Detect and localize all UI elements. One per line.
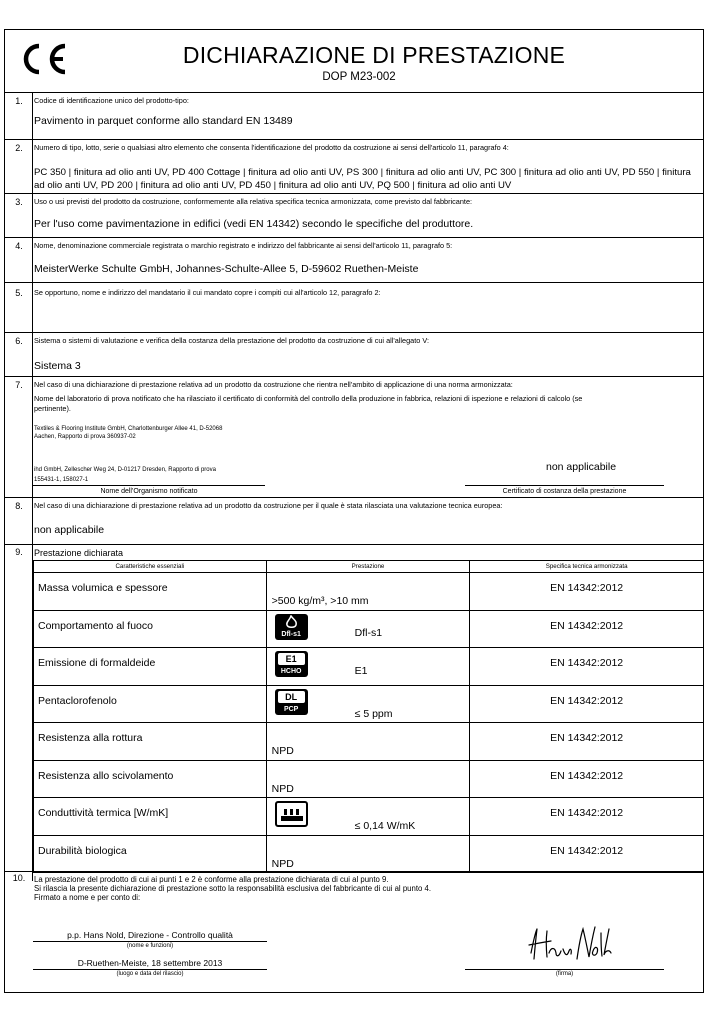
section-6-value: Sistema 3 [34, 360, 81, 372]
spec-cell: EN 14342:2012 [550, 694, 624, 707]
perf-cell: >500 kg/m³, >10 mm [271, 595, 369, 607]
section-7-label: Nel caso di una dichiarazione di prestazione relativa ad un prodotto da costruzione che rientra nell'ambito di applicazione di una norma armonizzata: [34, 380, 513, 389]
char-cell: Comportamento al fuoco [38, 619, 153, 632]
table-row [34, 610, 704, 648]
section-7-desc-line1: Nome del laboratorio di prova notificato che ha rilasciato il certificato di conformità del controllo della produzione in fabbrica, relazioni di ispezione e relazioni di calcolo (se [34, 394, 583, 403]
perf-cell: ≤ 5 ppm [354, 707, 393, 720]
section-2-value-line2: ad olio anti UV, PD 200 | finitura ad olio anti UV, PD 450 | finitura ad olio anti UV, PQ 500 | finitura ad olio anti UV [34, 180, 512, 191]
section-number: 3. [15, 197, 23, 207]
section-8-value: non applicabile [34, 524, 105, 536]
footer-line1: La prestazione del prodotto di cui ai punti 1 e 2 è conforme alla prestazione dichiarata di cui al punto 9. [34, 875, 389, 884]
dl-pcp-icon: DL PCP [275, 689, 308, 715]
page-title: DICHIARAZIONE DI PRESTAZIONE [182, 42, 566, 68]
section-number: 5. [15, 288, 23, 298]
table-row [34, 760, 704, 798]
signature [525, 923, 615, 967]
char-cell: Resistenza allo scivolamento [38, 769, 174, 782]
section-1-value: Pavimento in parquet conforme allo standard EN 13489 [34, 115, 293, 127]
footer-line3: Firmato a nome e per conto di: [34, 893, 141, 902]
place-date: D-Ruethen-Meiste, 18 settembre 2013 [77, 958, 223, 968]
e1-hcho-icon: E1 HCHO [275, 651, 308, 677]
section-9-label: Prestazione dichiarata [34, 548, 124, 558]
section-1-label: Codice di identificazione unico del prodotto-tipo: [34, 96, 189, 105]
footer-line2: Si rilascia la presente dichiarazione di prestazione sotto la responsabilità esclusiva del fabbricante di cui al punto 4. [34, 884, 432, 893]
section-3-label: Uso o usi previsti del prodotto da costruzione, conformemente alla relativa specifica tecnica armonizzata, come previsto dal fabbricante: [34, 197, 473, 206]
section-5-label: Se opportuno, nome e indirizzo del mandatario il cui mandato copre i compiti cui all'articolo 12, paragrafo 2: [34, 288, 381, 297]
lab-2-line1: ihd GmbH, Zellescher Weg 24, D-01217 Dresden, Rapporto di prova [34, 467, 216, 473]
lab-2-line2: 155431-1, 158027-1 [34, 477, 89, 483]
lab-1-line2: Aachen, Rapporto di prova 360937-02 [34, 434, 136, 440]
section-number: 9. [15, 547, 23, 557]
section-3-value: Per l'uso come pavimentazione in edifici (vedi EN 14342) secondo le specifiche del produttore. [34, 218, 474, 230]
table-row [34, 648, 704, 686]
section-8-label: Nel caso di una dichiarazione di prestazione relativa ad un prodotto da costruzione per il quale è stata rilasciata una valutazione tecnica europea: [34, 501, 503, 510]
section-4-value: MeisterWerke Schulte GmbH, Johannes-Schulte-Allee 5, D-59602 Ruethen-Meiste [34, 263, 419, 275]
section-number: 7. [15, 380, 23, 390]
section-number: 2. [15, 143, 23, 153]
char-cell: Emissione di formaldeide [38, 657, 156, 669]
perf-cell: ≤ 0,14 W/mK [354, 820, 416, 832]
spec-cell: EN 14342:2012 [550, 582, 624, 594]
perf-cell: Dfl-s1 [354, 626, 383, 639]
char-cell: Resistenza alla rottura [38, 732, 143, 744]
section-4-label: Nome, denominazione commerciale registrata o marchio registrato e indirizzo del fabbricante ai sensi dell'articolo 11, paragrafo 5: [34, 241, 453, 250]
perf-cell: NPD [271, 745, 294, 757]
perf-cell: E1 [354, 665, 368, 677]
perf-cell: NPD [271, 857, 294, 870]
header-performance: Prestazione [266, 561, 470, 573]
table-row [34, 573, 704, 611]
char-cell: Conduttività termica [W/mK] [38, 807, 169, 819]
spec-cell: EN 14342:2012 [550, 619, 624, 632]
dop-number: DOP M23-002 [322, 71, 396, 83]
section-number: 8. [15, 501, 23, 511]
spec-cell: EN 14342:2012 [550, 807, 624, 819]
caption-notified-body: Nome dell'Organismo notificato [100, 488, 198, 495]
section-number: 4. [15, 241, 23, 251]
section-2-label: Numero di tipo, lotto, serie o qualsiasi altro elemento che consenta l'identificazione del prodotto da costruzione ai sensi dell'articolo 11, paragrafo 4: [34, 143, 509, 152]
declaration-page [4, 29, 704, 993]
table-row [34, 685, 704, 723]
place-date-caption: (luogo e data del rilascio) [116, 971, 184, 977]
performance-table [33, 560, 704, 873]
section-7-desc-line2: pertinente). [34, 404, 71, 413]
table-row [34, 798, 704, 836]
section-number: 6. [15, 336, 23, 346]
char-cell: Durabilità biologica [38, 844, 127, 857]
heating-icon [275, 801, 308, 827]
section-number: 10. [12, 873, 26, 883]
table-header-row [34, 561, 704, 573]
fire-icon: Dfl-s1 [275, 614, 308, 640]
section-6-label: Sistema o sistemi di valutazione e verifica della costanza della prestazione del prodotto da costruzione di cui all'allegato V: [34, 336, 429, 345]
signer-name: p.p. Hans Nold, Direzione - Controllo qualità [67, 930, 233, 940]
char-cell: Massa volumica e spessore [38, 582, 168, 594]
signature-caption: (firma) [555, 971, 574, 977]
signer-caption: (nome e funzioni) [126, 943, 174, 949]
spec-cell: EN 14342:2012 [550, 732, 624, 744]
spec-cell: EN 14342:2012 [550, 769, 624, 782]
lab-1-line1: Textiles & Flooring Institute GmbH, Charlottenburger Allee 41, D-52068 [34, 426, 223, 432]
header-spec: Specifica tecnica armonizzata [470, 561, 704, 573]
char-cell: Pentaclorofenolo [38, 694, 117, 707]
spec-cell: EN 14342:2012 [550, 657, 624, 669]
table-row [34, 835, 704, 873]
table-row [34, 723, 704, 761]
spec-cell: EN 14342:2012 [550, 844, 624, 857]
certificate-value: non applicabile [546, 461, 617, 473]
section-number: 1. [15, 96, 23, 106]
header-characteristics: Caratteristiche essenziali [34, 561, 267, 573]
section-2-value-line1: PC 350 | finitura ad olio anti UV, PD 400 Cottage | finitura ad olio anti UV, PS 300 | finitura ad olio anti UV, PC 300 | finitura ad olio anti UV, PD 550 | finitura [34, 167, 691, 178]
caption-certificate: Certificato di costanza della prestazione [502, 488, 627, 495]
perf-cell: NPD [271, 782, 294, 795]
